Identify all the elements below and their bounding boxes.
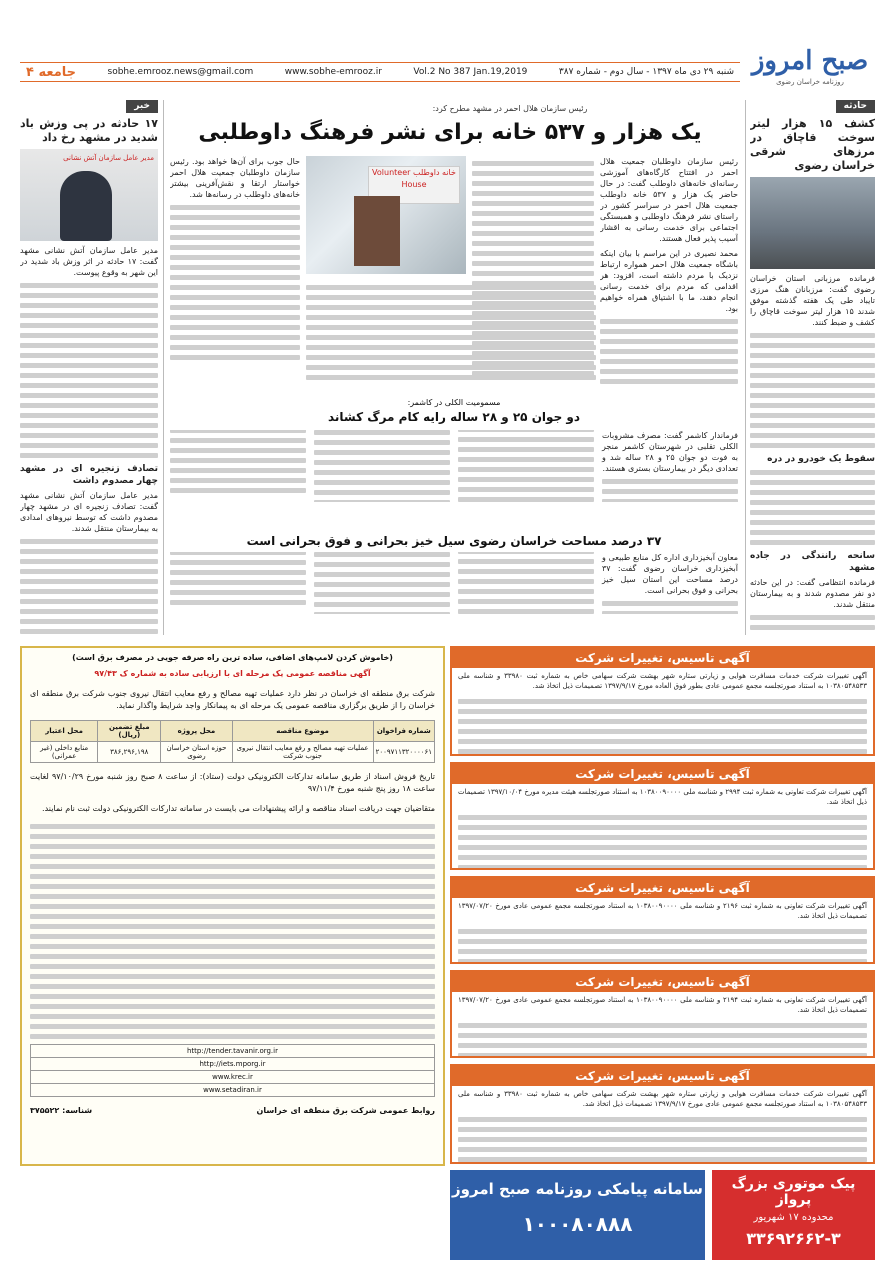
tender-details: متقاضیان جهت دریافت اسناد مناقصه و ارائه پیشنهادات می بایست در سامانه تدارکات الکترونیکی دولت ثبت نام نمایند. — [42, 804, 435, 813]
headline-fuel-seizure: کشف ۱۵ هزار لیتر سوخت قاچاق در مرزهای شرقی خراسان رضوی — [750, 117, 875, 172]
article-body: حال جوب برای آن‌ها خواهد بود. رئیس سازمان داوطلبان جمعیت هلال احمر خواستار ارتقا و نقش‌آفرینی بیشتر خانه‌های داوطلب در رسانه‌ها شد. — [170, 157, 300, 199]
headline-accident: سانحه رانندگی در جاده مشهد — [750, 551, 875, 573]
company-ad-1 — [450, 646, 875, 756]
article-body: معاون آبخیزداری اداره کل منابع طبیعی و آبخیزداری خراسان رضوی گفت: ۳۷ درصد مساحت این استان سیل خیز بحرانی و فوق بحرانی است. — [602, 553, 738, 595]
table-header: مبلغ تضمین (ریال) — [98, 721, 161, 742]
kicker: رئیس سازمان هلال احمر در مشهد مطرح کرد: — [432, 104, 588, 113]
link[interactable]: www.krec.ir — [31, 1071, 435, 1084]
tender-links — [30, 1044, 435, 1097]
sub-kicker-1: مسمومیت الکلی در کاشمر: — [170, 398, 738, 407]
tender-id: شناسه: ۳۷۵۵۲۲ — [30, 1106, 93, 1115]
ad-title: آگهی تاسیس، تغییرات شرکت — [452, 1066, 873, 1086]
section-name: جامعه ۴ — [26, 64, 77, 80]
tender-ad — [20, 646, 445, 1166]
table-row: ۲۰۰۹۷۱۱۳۲۰۰۰۰۶۱ عملیات تهیه مصالح و رفع معایب انتقال نیروی جنوب شرکت حوزه استان خراسان رضوی ۳۸۶,۲۹۶,۱۹۸ منابع داخلی (غیر عمرانی) — [31, 742, 435, 763]
date-line: شنبه ۲۹ دی ماه ۱۳۹۷ - سال دوم - شماره ۳۸۷ — [558, 67, 734, 77]
sub-article-1 — [170, 430, 738, 530]
main-col-under-photo — [306, 280, 596, 396]
article-body: مدیر عامل سازمان آتش نشانی مشهد گفت: تصادف زنجیره ای در مشهد چهار مصدوم داشت که توسط نیروهای امدادی به بیمارستان منتقل شدند. — [20, 491, 158, 533]
table-header: موضوع مناقصه — [232, 721, 373, 742]
sms-service-ad — [450, 1170, 705, 1260]
tender-deadline: تاریخ فروش اسناد از طریق سامانه تدارکات الکترونیکی دولت (ستاد): از ساعت ۸ صبح روز شنبه مورخ ۹۷/۱۰/۲۹ لغایت ساعت ۱۸ روز پنج شنبه مورخ ۹۷/۱۱/۴ — [30, 772, 436, 793]
section-tag-news: خبر — [126, 100, 158, 113]
headline-chain-crash: تصادف زنجیره ای در مشهد چهار مصدوم داشت — [20, 464, 158, 486]
sub-headline-2: ۳۷ درصد مساحت خراسان رضوی سیل خیز بحرانی و فوق بحرانی است — [170, 534, 738, 548]
tender-intro: شرکت برق منطقه ای خراسان در نظر دارد عملیات تهیه مصالح و رفع معایب انتقال نیروی جنوب شرکت برق منطقه ای خراسان را از طریق برگزاری مناقصه عمومی یک مرحله ای به پیمانکار واجد شرایط واگذار نماید. — [30, 689, 435, 710]
masthead — [20, 44, 875, 90]
article-body: فرمانده انتظامی گفت: در این حادثه دو نفر مصدوم شدند و به بیمارستان منتقل شدند. — [750, 578, 875, 609]
ad-body: آگهی تغییرات شرکت خدمات مسافرت هوایی و زیارتی ستاره شهر بهشت شرکت سهامی خاص به شماره ثبت ۳۳۹۸۰ و شناسه ملی ۱۰۳۸۰۵۴۸۵۳۳ به استناد صورتجلسه مجمع عمومی عادی بطور فوق العاده مورخ ۱۳۹۷/۹/۱۷ تصمیمات ذیل اتخاذ شد. — [458, 672, 867, 690]
fuel-truck-photo — [750, 177, 875, 269]
main-headline: یک هزار و ۵۳۷ خانه برای نشر فرهنگ داوطلبی — [198, 120, 702, 145]
sms-number: ۱۰۰۰۸۰۸۸۸ — [522, 1212, 633, 1236]
left-column — [20, 100, 158, 635]
courier-ad — [712, 1170, 875, 1260]
ad-title: آگهی تاسیس، تغییرات شرکت — [452, 764, 873, 784]
article-body: فرماندار کاشمر گفت: مصرف مشروبات الکلی تقلبی در شهرستان کاشمر منجر به فوت دو جوان ۲۵ و ۲۸ ساله شد و تعدادی دیگر در بیمارستان بستری هستند. — [602, 431, 738, 473]
ad-body: آگهی تغییرات شرکت خدمات مسافرت هوایی و زیارتی ستاره شهر بهشت شرکت سهامی خاص به شماره ثبت ۳۳۹۸۰ و شناسه ملی ۱۰۳۸۰۵۴۸۵۳۳ به استناد صورتجلسه مجمع عمومی عادی مورخ ۱۳۹۷/۹/۱۷ تصمیمات ذیل اتخاذ شد. — [458, 1090, 867, 1108]
tender-notice: آگهی مناقصه عمومی یک مرحله ای با ارزیابی ساده به شماره ک ۹۷/۴۳ — [94, 669, 371, 678]
logo-title: صبح امروز — [751, 46, 869, 76]
tender-table — [30, 720, 435, 763]
logo-subtitle: روزنامه خراسان رضوی — [776, 78, 844, 86]
sub-article-2 — [170, 552, 738, 638]
header-strip — [20, 62, 740, 82]
ad-title: آگهی تاسیس، تغییرات شرکت — [452, 648, 873, 668]
main-col-left — [170, 156, 300, 396]
article-body: مدیر عامل سازمان آتش نشانی مشهد گفت: ۱۷ حادثه در اثر وزش باد شدید در این شهر به وقوع پیوست. — [20, 246, 158, 277]
tender-signature: روابط عمومی شرکت برق منطقه ای خراسان — [256, 1106, 435, 1115]
courier-title: پیک موتوری بزرگ پرواز — [731, 1176, 856, 1208]
table-header: محل پروژه — [161, 721, 232, 742]
photo-caption: مدیر عامل سازمان آتش نشانی — [63, 154, 154, 162]
company-ad-3 — [450, 876, 875, 964]
email[interactable]: sobhe.emrooz.news@gmail.com — [107, 67, 254, 77]
sms-title: سامانه پیامکی روزنامه صبح امروز — [452, 1180, 703, 1198]
ad-title: آگهی تاسیس، تغییرات شرکت — [452, 878, 873, 898]
courier-phone: ۳۳۶۹۲۶۶۲-۳ — [746, 1229, 841, 1248]
ad-body: آگهی تغییرات شرکت تعاونی به شماره ثبت ۲۹۹۴ و شناسه ملی ۱۰۳۸۰۰۹۰۰۰۰ به استناد صورتجلسه هیئت مدیره مورخ ۱۳۹۷/۱۰/۰۴ تصمیمات ذیل اتخاذ شد. — [458, 788, 867, 806]
website[interactable]: www.sobhe-emrooz.ir — [284, 67, 382, 77]
article-body: محمد نصیری در این مراسم با بیان اینکه باشگاه جمعیت هلال احمر همواره ارتباط نزدیک با مردم داشته است، افزود: هر اقدامی که مردم برای خدمت رسانی انجام دهند، ما با اشتیاق همراه خواهیم بود. — [600, 249, 738, 313]
section-tag-accident: حادثه — [836, 100, 875, 113]
ad-title: آگهی تاسیس، تغییرات شرکت — [452, 972, 873, 992]
company-ad-4 — [450, 970, 875, 1058]
link[interactable]: http://tender.tavanir.org.ir — [31, 1045, 435, 1058]
headline-wind: ۱۷ حادثه در پی وزش باد شدید در مشهد رخ داد — [20, 117, 158, 144]
article-body: فرمانده مرزبانی استان خراسان رضوی گفت: مرزبانان هنگ مرزی تایباد طی یک هفته گذشته موفق شدند ۱۵ هزار لیتر سوخت قاچاق را کشف و ضبط کنند. — [750, 274, 875, 327]
sub-headline-1: دو جوان ۲۵ و ۲۸ ساله رایه کام مرگ کشاند — [170, 410, 738, 424]
main-col-right — [600, 156, 738, 396]
ad-body: آگهی تغییرات شرکت تعاونی به شماره ثبت ۲۱۹۶ و شناسه ملی ۱۰۳۸۰۰۹۰۰۰۰ به استناد صورتجلسه مجمع عمومی عادی مورخ ۱۳۹۷/۰۷/۲۰ تصمیمات ذیل اتخاذ شد. — [458, 902, 867, 920]
article-body: رئیس سازمان داوطلبان جمعیت هلال احمر در افتتاح کارگاه‌های آموزشی رسانه‌ای خانه‌های داوطلب گفت: در حال حاضر یک هزار و ۵۳۷ خانه داوطلب جمعیت هلال احمر در سراسر کشور در راستای نشر فرهنگ داوطلبی و همبستگی اجتماعی برای خدمت رسانی به اقشار آسیب پذیر فعال هستند. — [600, 157, 738, 243]
table-header: محل اعتبار — [31, 721, 98, 742]
photo-banner: خانه داوطلب Volunteer House — [368, 166, 460, 204]
company-ad-2 — [450, 762, 875, 870]
link[interactable]: http://iets.mporg.ir — [31, 1058, 435, 1071]
link[interactable]: www.setadiran.ir — [31, 1084, 435, 1097]
fire-chief-photo — [20, 149, 158, 241]
tender-slogan: (خاموش کردن لامپ‌های اضافی، ساده ترین راه صرفه جویی در مصرف برق است) — [72, 653, 393, 662]
vol-line: Vol.2 No 387 Jan.19,2019 — [413, 67, 528, 77]
logo — [745, 44, 875, 90]
courier-area: محدوده ۱۷ شهریور — [753, 1212, 834, 1223]
company-ad-5 — [450, 1064, 875, 1164]
ad-body: آگهی تغییرات شرکت تعاونی به شماره ثبت ۲۱۹۴ و شناسه ملی ۱۰۳۸۰۰۹۰۰۰۰ به استناد صورتجلسه مجمع عمومی عادی مورخ ۱۳۹۷/۰۷/۲۰ تصمیمات ذیل اتخاذ شد. — [458, 996, 867, 1014]
right-column — [750, 100, 875, 635]
table-header: شماره فراخوان — [373, 721, 434, 742]
headline-car-fall: سقوط یک خودرو در دره — [767, 454, 875, 464]
volunteer-house-photo — [306, 156, 466, 274]
